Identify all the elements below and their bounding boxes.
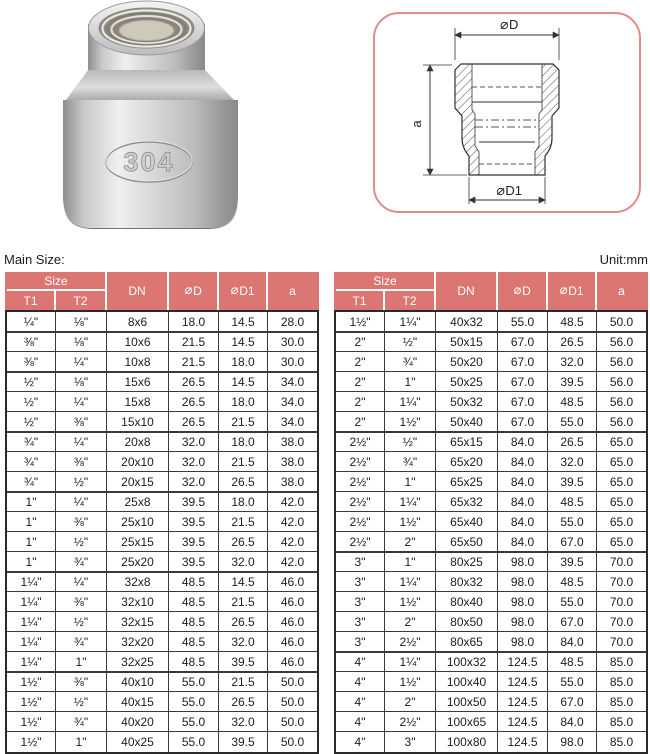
product-photo [48, 0, 248, 233]
table-cell: 80x25 [436, 552, 498, 572]
table-cell: ¾" [56, 552, 107, 572]
header-size: Size [7, 272, 107, 291]
unit-label: Unit:mm [599, 252, 648, 267]
table-cell: 15x6 [107, 372, 169, 392]
table-cell: 32.0 [219, 632, 268, 652]
table-cell: 4" [336, 692, 385, 712]
table-cell: 2" [385, 612, 436, 632]
table-cell: ¾" [385, 352, 436, 372]
table-cell: 10x8 [107, 352, 169, 372]
table-cell: 1½" [7, 732, 56, 752]
table-cell: ⅛" [56, 332, 107, 352]
table-cell: 50x40 [436, 412, 498, 432]
table-cell: ¾" [56, 712, 107, 732]
table-cell: 39.5 [548, 472, 597, 492]
table-cell: 1¼" [7, 632, 56, 652]
table-cell: ¼" [56, 352, 107, 372]
table-cell: 98.0 [498, 612, 548, 632]
table-cell: 56.0 [597, 352, 646, 372]
table-cell: 100x50 [436, 692, 498, 712]
table-cell: 26.5 [219, 612, 268, 632]
table-cell: ¾" [385, 452, 436, 472]
table-cell: 26.5 [548, 432, 597, 452]
table-cell: 48.5 [548, 492, 597, 512]
table-cell: 85.0 [609, 735, 634, 749]
table-cell: 98.0 [498, 592, 548, 612]
table-cell: 56.0 [597, 392, 646, 412]
table-cell: ¾" [56, 632, 107, 652]
table-cell: 2½" [336, 472, 385, 492]
table-cell: 26.5 [548, 332, 597, 352]
table-cell: 25x20 [107, 552, 169, 572]
table-cell: 39.5 [548, 372, 597, 392]
table-cell: 98.0 [498, 552, 548, 572]
table-cell: 65x40 [436, 512, 498, 532]
table-cell: 124.5 [498, 692, 548, 712]
table-cell: 124.5 [498, 732, 548, 752]
table-cell: 1" [7, 532, 56, 552]
table-cell: 1½" [7, 692, 56, 712]
right-table-body [334, 310, 648, 754]
table-cell: 26.5 [219, 692, 268, 712]
table-cell: 3" [336, 632, 385, 652]
table-cell: 50.0 [268, 692, 317, 712]
table-cell: 40x25 [107, 732, 169, 752]
table-cell: 2½" [336, 532, 385, 552]
table-cell: 2½" [336, 492, 385, 512]
table-cell: 40x20 [107, 712, 169, 732]
table-cell: ¼" [56, 492, 107, 512]
table-cell: 26.5 [219, 532, 268, 552]
table-cell: 56.0 [597, 412, 646, 432]
table-cell: 1¼" [385, 312, 436, 332]
table-cell: 1½" [7, 672, 56, 692]
table-cell: 55.0 [169, 672, 219, 692]
table-cell: ¼" [56, 432, 107, 452]
table-cell: 55.0 [548, 512, 597, 532]
table-cell: 20x10 [107, 452, 169, 472]
table-cell: 4" [336, 732, 385, 752]
table-cell: 34.0 [268, 412, 317, 432]
table-cell: 50.0 [280, 735, 305, 749]
table-cell: 39.5 [169, 512, 219, 532]
table-cell: 42.0 [268, 552, 317, 572]
table-cell: 2" [336, 392, 385, 412]
table-cell: 20x8 [107, 432, 169, 452]
table-cell: 2½" [385, 712, 436, 732]
diagram-drawing [375, 14, 639, 211]
table-cell: 14.5 [219, 312, 268, 332]
table-cell: 32.0 [169, 452, 219, 472]
table-cell: 55.0 [169, 732, 219, 752]
table-cell: 85.0 [597, 652, 646, 672]
table-cell: 85.0 [597, 692, 646, 712]
table-cell: 2½" [336, 452, 385, 472]
table-cell: 18.0 [219, 392, 268, 412]
header-diameter-d: ⌀ D [498, 272, 548, 310]
table-cell: 39.5 [548, 552, 597, 572]
table-cell: 55.0 [548, 592, 597, 612]
header-t2: T2 [56, 291, 107, 310]
table-cell: 80x32 [436, 572, 498, 592]
table-cell: 65.0 [597, 492, 646, 512]
table-cell: 1" [385, 552, 436, 572]
table-cell: 32x20 [107, 632, 169, 652]
table-cell: 98.0 [498, 572, 548, 592]
left-table-body [5, 310, 319, 754]
table-cell: 80x50 [436, 612, 498, 632]
table-cell: 1" [7, 492, 56, 512]
table-cell: 1¼" [385, 492, 436, 512]
table-cell: 2½" [336, 432, 385, 452]
table-cell: 84.0 [548, 712, 597, 732]
table-cell: 84.0 [498, 512, 548, 532]
table-cell: ½" [385, 332, 436, 352]
table-cell: 48.5 [548, 312, 597, 332]
table-cell: 100x32 [436, 652, 498, 672]
table-cell: 84.0 [498, 532, 548, 552]
table-cell: 32.0 [548, 452, 597, 472]
table-cell: 46.0 [268, 572, 317, 592]
table-cell: 67.0 [548, 612, 597, 632]
table-cell: 38.0 [268, 452, 317, 472]
table-cell: 55.0 [548, 672, 597, 692]
table-cell: ½" [56, 692, 107, 712]
table-cell: 8x6 [107, 312, 169, 332]
table-cell: 48.5 [548, 392, 597, 412]
table-cell: ½" [56, 612, 107, 632]
table-cell: 70.0 [597, 632, 646, 652]
table-cell: 1½" [336, 312, 385, 332]
caption-row [4, 252, 648, 270]
table-cell: 2" [336, 332, 385, 352]
table-cell: 30.0 [268, 352, 317, 372]
table-cell: 1" [56, 652, 107, 672]
header-diameter-d1: ⌀ D1 [219, 272, 268, 310]
table-cell: 21.5 [219, 592, 268, 612]
table-cell: 21.5 [219, 452, 268, 472]
table-cell: 10x6 [107, 332, 169, 352]
table-cell: 3" [385, 732, 436, 752]
table-cell: 34.0 [268, 372, 317, 392]
table-cell: 39.5 [169, 532, 219, 552]
table-cell: 21.5 [169, 332, 219, 352]
table-cell: 32.0 [548, 352, 597, 372]
table-cell: 67.0 [498, 372, 548, 392]
table-cell: 85.0 [597, 672, 646, 692]
table-cell: 15x10 [107, 412, 169, 432]
header-diameter-d1: ⌀ D1 [548, 272, 597, 310]
table-cell: 38.0 [268, 472, 317, 492]
table-cell: 46.0 [268, 652, 317, 672]
table-cell: 4" [336, 712, 385, 732]
table-cell: ½" [7, 392, 56, 412]
photo-thread-hole [120, 21, 174, 41]
table-cell: ⅜" [56, 672, 107, 692]
table-cell: 2" [336, 352, 385, 372]
table-cell: 42.0 [268, 512, 317, 532]
table-cell: 1" [385, 472, 436, 492]
table-cell: 124.5 [498, 712, 548, 732]
right-table-header [334, 272, 648, 310]
table-cell: 32.0 [169, 432, 219, 452]
table-cell: 34.0 [268, 392, 317, 412]
table-cell: ⅜" [56, 592, 107, 612]
table-cell: 4" [336, 652, 385, 672]
table-cell: ½" [56, 532, 107, 552]
table-cell: ⅜" [56, 512, 107, 532]
table-cell: 1¼" [7, 572, 56, 592]
table-cell: 42.0 [268, 492, 317, 512]
table-cell: 100x65 [436, 712, 498, 732]
header-a: a [289, 284, 296, 298]
table-cell: 14.5 [219, 572, 268, 592]
table-cell: 40x10 [107, 672, 169, 692]
table-cell: 56.0 [597, 332, 646, 352]
table-cell: 1½" [385, 592, 436, 612]
table-cell: 32x25 [107, 652, 169, 672]
table-cell: 100x40 [436, 672, 498, 692]
table-cell: 56.0 [597, 372, 646, 392]
table-cell: 26.5 [169, 392, 219, 412]
table-cell: 84.0 [498, 432, 548, 452]
table-cell: 3" [336, 592, 385, 612]
table-cell: 48.5 [548, 652, 597, 672]
main-size-label: Main Size: [4, 252, 65, 267]
table-cell: 46.0 [268, 612, 317, 632]
table-cell: ½" [385, 432, 436, 452]
table-cell: 39.5 [169, 492, 219, 512]
table-cell: 85.0 [597, 712, 646, 732]
table-cell: 32.0 [219, 712, 268, 732]
table-cell: 65.0 [597, 512, 646, 532]
table-cell: 50x25 [436, 372, 498, 392]
table-cell: 65x50 [436, 532, 498, 552]
table-cell: 18.0 [219, 492, 268, 512]
table-cell: 26.5 [169, 372, 219, 392]
table-cell: 1" [7, 552, 56, 572]
table-cell: ¼" [56, 572, 107, 592]
table-cell: 15x8 [107, 392, 169, 412]
table-cell: 28.0 [268, 312, 317, 332]
table-cell: 21.5 [169, 352, 219, 372]
table-cell: ½" [7, 412, 56, 432]
table-cell: 21.5 [219, 672, 268, 692]
table-cell: 55.0 [169, 692, 219, 712]
table-cell: 100x80 [436, 732, 498, 752]
table-cell: 42.0 [268, 532, 317, 552]
header-dn: DN [107, 272, 169, 310]
table-cell: 40x15 [107, 692, 169, 712]
table-cell: 26.5 [219, 472, 268, 492]
table-cell: 48.5 [169, 572, 219, 592]
table-cell: 67.0 [498, 352, 548, 372]
table-cell: 50.0 [597, 312, 646, 332]
table-cell: 1¼" [7, 592, 56, 612]
table-cell: 2" [385, 532, 436, 552]
table-cell: 46.0 [268, 592, 317, 612]
table-cell: 55.0 [548, 412, 597, 432]
table-cell: 14.5 [219, 332, 268, 352]
table-cell: 50x32 [436, 392, 498, 412]
table-cell: 1¼" [385, 392, 436, 412]
header-a: a [618, 284, 625, 298]
table-cell: 3" [336, 572, 385, 592]
table-cell: ⅛" [56, 312, 107, 332]
left-table-header [5, 272, 319, 310]
table-cell: 2½" [385, 632, 436, 652]
table-cell: 70.0 [597, 592, 646, 612]
table-cell: 65.0 [597, 432, 646, 452]
table-cell: 50.0 [268, 712, 317, 732]
table-cell: 3" [336, 612, 385, 632]
header-size: Size [336, 272, 436, 291]
table-cell: 84.0 [498, 452, 548, 472]
table-cell: 21.5 [219, 412, 268, 432]
table-cell: 67.0 [498, 392, 548, 412]
table-cell: 30.0 [268, 332, 317, 352]
table-cell: 65.0 [597, 472, 646, 492]
table-cell: 32x15 [107, 612, 169, 632]
table-cell: 39.5 [219, 652, 268, 672]
table-cell: ⅜" [7, 352, 56, 372]
table-cell: 1¼" [385, 572, 436, 592]
table-cell: 2" [336, 412, 385, 432]
table-cell: 1¼" [7, 652, 56, 672]
header-dn: DN [436, 272, 498, 310]
header-t1: T1 [7, 291, 56, 310]
table-cell: 2½" [336, 512, 385, 532]
table-cell: 25x10 [107, 512, 169, 532]
table-cell: 84.0 [498, 472, 548, 492]
table-cell: 4" [336, 672, 385, 692]
reducing-socket-photo [48, 0, 248, 233]
table-cell: 1¼" [385, 652, 436, 672]
dimension-diagram [373, 12, 641, 213]
table-cell: ⅜" [56, 412, 107, 432]
table-cell: ⅜" [56, 452, 107, 472]
table-cell: 32.0 [169, 472, 219, 492]
table-cell: 67.0 [548, 532, 597, 552]
table-cell: 84.0 [498, 492, 548, 512]
table-cell: 124.5 [498, 652, 548, 672]
table-cell: 1" [385, 372, 436, 392]
table-cell: 14.5 [219, 372, 268, 392]
table-cell: 80x40 [436, 592, 498, 612]
table-cell: 32.0 [219, 552, 268, 572]
table-cell: 25x8 [107, 492, 169, 512]
table-cell: 39.5 [169, 552, 219, 572]
table-cell: 67.0 [498, 332, 548, 352]
table-cell: 48.5 [169, 612, 219, 632]
table-cell: 18.0 [169, 312, 219, 332]
table-cell: 2" [385, 692, 436, 712]
table-cell: 3" [336, 552, 385, 572]
dim-label-a: a [409, 120, 424, 128]
table-cell: 1½" [385, 512, 436, 532]
table-cell: 55.0 [498, 312, 548, 332]
table-cell: 1" [56, 732, 107, 752]
table-cell: 65x20 [436, 452, 498, 472]
table-cell: 21.5 [219, 512, 268, 532]
table-cell: 18.0 [219, 432, 268, 452]
table-cell: ¼" [7, 312, 56, 332]
table-cell: 70.0 [597, 572, 646, 592]
table-cell: ¾" [7, 472, 56, 492]
table-cell: 67.0 [498, 412, 548, 432]
header-diameter-d: ⌀ D [169, 272, 219, 310]
table-cell: 65.0 [597, 532, 646, 552]
table-cell: ¼" [56, 392, 107, 412]
dim-label-d: ⌀D [499, 16, 519, 32]
table-cell: 48.5 [169, 652, 219, 672]
table-cell: 1" [7, 512, 56, 532]
table-cell: ⅛" [56, 372, 107, 392]
table-cell: 50x20 [436, 352, 498, 372]
table-cell: 48.5 [169, 592, 219, 612]
table-cell: 32x10 [107, 592, 169, 612]
table-cell: 1½" [7, 712, 56, 732]
header-t1: T1 [336, 291, 385, 310]
table-cell: 1¼" [7, 612, 56, 632]
table-cell: 65.0 [597, 452, 646, 472]
table-cell: 67.0 [548, 692, 597, 712]
table-cell: 65x25 [436, 472, 498, 492]
photo-stamp-text: 304 [123, 147, 175, 177]
table-cell: 25x15 [107, 532, 169, 552]
table-cell: ⅜" [7, 332, 56, 352]
table-cell: 50.0 [268, 672, 317, 692]
table-cell: 80x65 [436, 632, 498, 652]
table-cell: 40x32 [436, 312, 498, 332]
table-cell: 2" [336, 372, 385, 392]
table-cell: ¾" [7, 432, 56, 452]
table-cell: 20x15 [107, 472, 169, 492]
table-cell: 32x8 [107, 572, 169, 592]
table-cell: 39.5 [219, 732, 268, 752]
table-cell: 1½" [385, 412, 436, 432]
table-cell: 1½" [385, 672, 436, 692]
table-cell: ¾" [7, 452, 56, 472]
table-cell: 48.5 [548, 572, 597, 592]
header-t2: T2 [385, 291, 436, 310]
table-cell: 18.0 [219, 352, 268, 372]
table-cell: 26.5 [169, 412, 219, 432]
table-cell: 46.0 [268, 632, 317, 652]
table-cell: 98.0 [548, 732, 597, 752]
table-cell: 124.5 [498, 672, 548, 692]
table-cell: 70.0 [597, 552, 646, 572]
table-cell: 50x15 [436, 332, 498, 352]
table-cell: 55.0 [169, 712, 219, 732]
dim-label-d1: ⌀D1 [495, 182, 523, 198]
table-cell: 65x15 [436, 432, 498, 452]
table-cell: ½" [56, 472, 107, 492]
table-cell: 98.0 [498, 632, 548, 652]
table-cell: ½" [7, 372, 56, 392]
table-cell: 48.5 [169, 632, 219, 652]
table-cell: 70.0 [597, 612, 646, 632]
table-cell: 84.0 [548, 632, 597, 652]
table-cell: 65x32 [436, 492, 498, 512]
table-cell: 38.0 [268, 432, 317, 452]
photo-shoulder [63, 70, 238, 104]
